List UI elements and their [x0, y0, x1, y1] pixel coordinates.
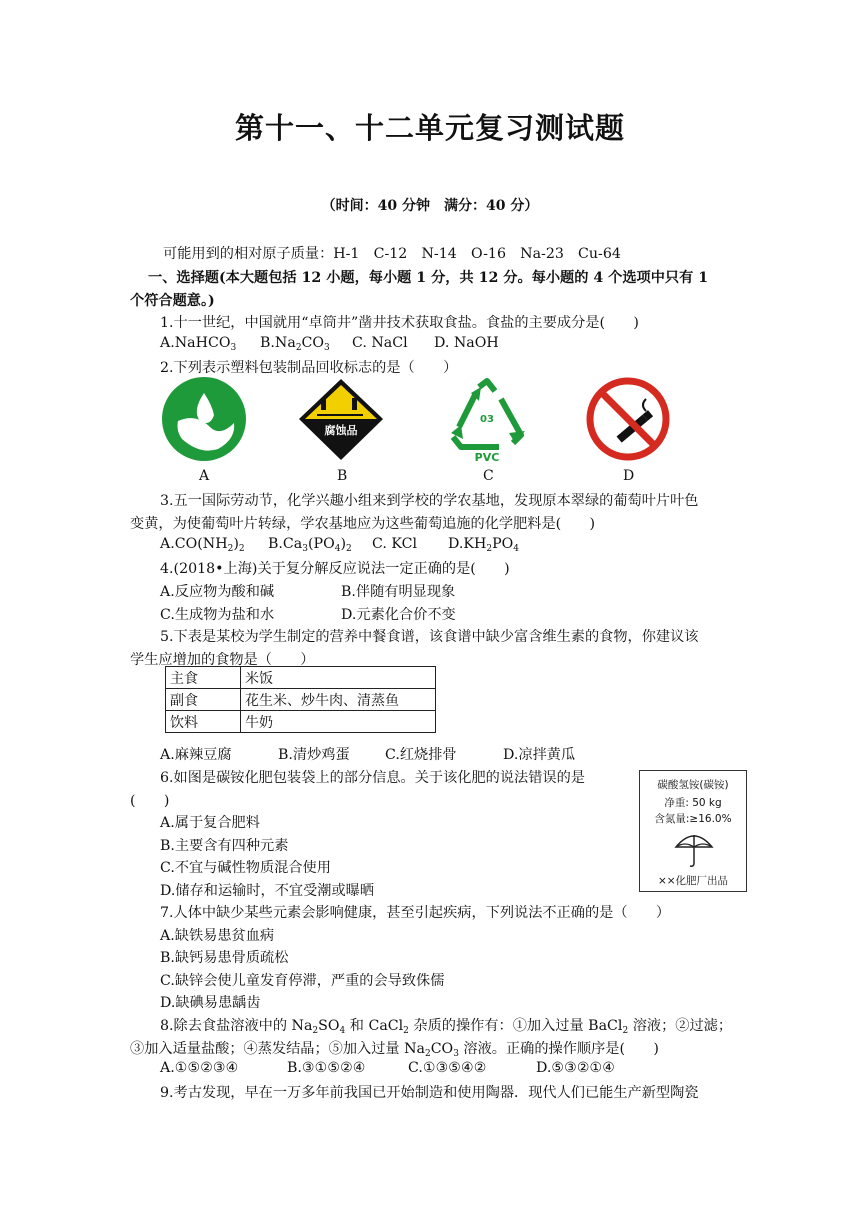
- question-3-stem: 3.五一国际劳动节，化学兴趣小组来到学校的学农基地，发现原本翠绿的葡萄叶片叶色: [160, 493, 699, 509]
- question-4-stem: 4.(2018•上海)关于复分解反应说法一定正确的是( ): [160, 561, 510, 577]
- q3-option-b: $B.Ca_3(PO_4)_2$: [268, 536, 352, 554]
- question-5-stem-cont: 学生应增加的食物是（ ）: [130, 652, 315, 668]
- exam-info: （时间：40 分钟 满分：40 分）: [321, 198, 539, 214]
- q5-option-d: D.凉拌黄瓜: [503, 747, 576, 763]
- question-9-stem: 9.考古发现，早在一万多年前我国已开始制造和使用陶器．现代人们已能生产新型陶瓷: [160, 1085, 699, 1101]
- table-cell: 牛奶: [241, 711, 436, 733]
- table-cell: 花生米、炒牛肉、清蒸鱼: [241, 689, 436, 711]
- table-cell: 米饭: [241, 667, 436, 689]
- q6-option-d: D.储存和运输时，不宜受潮或曝晒: [160, 883, 375, 899]
- bag-nitrogen-content: 含氮量:≥16.0%: [654, 813, 732, 825]
- question-6-stem: 6.如图是碳铵化肥包装袋上的部分信息。关于该化肥的说法错误的是: [160, 770, 585, 786]
- bag-net-weight: 净重: 50 kg: [664, 797, 722, 809]
- question-8-stem-cont: ③加入适量盐酸；④蒸发结晶；⑤加入过量 $Na_2CO_3$ 溶液。正确的操作顺序是( ): [130, 1041, 659, 1059]
- table-cell: 饮料: [166, 711, 241, 733]
- question-6-stem-cont: ( ): [130, 793, 170, 809]
- q8-option-a: A.①⑤②③④: [160, 1060, 239, 1076]
- question-3-stem-cont: 变黄，为使葡萄叶片转绿，学农基地应为这些葡萄追施的化学肥料是( ): [130, 516, 596, 532]
- q6-option-b: B.主要含有四种元素: [160, 838, 289, 854]
- q8-option-d: D.⑤③②①④: [536, 1060, 615, 1076]
- table-row: [166, 711, 436, 733]
- recycle-code: 03: [480, 414, 494, 425]
- q4-option-b: B.伴随有明显现象: [341, 584, 456, 600]
- q1-option-d: D. NaOH: [434, 335, 499, 351]
- q3-option-a: $A.CO(NH_2)_2$: [160, 536, 245, 554]
- section-heading: 一、选择题(本大题包括 12 小题，每小题 1 分，共 12 分。每小题的 4 个选项中只有 1: [148, 270, 709, 286]
- q7-option-a: A.缺铁易患贫血病: [160, 928, 275, 944]
- q7-option-d: D.缺碘易患龋齿: [160, 995, 261, 1011]
- table-row: [166, 689, 436, 711]
- q3-option-c: C. KCl: [372, 536, 417, 552]
- q1-option-a: A.NaHCO$_3$: [160, 335, 237, 353]
- bag-product-name: 碳酸氢铵(碳铵): [657, 779, 729, 791]
- q7-option-b: B.缺钙易患骨质疏松: [160, 950, 289, 966]
- option-label-d: D: [623, 468, 635, 484]
- recycle-pvc-icon: [443, 377, 531, 464]
- q8-option-b: B.③①⑤②④: [287, 1060, 366, 1076]
- option-label-b: B: [337, 468, 348, 484]
- q6-option-a: A.属于复合肥料: [160, 815, 260, 831]
- q1-option-c: C. NaCl: [352, 335, 408, 351]
- q3-option-d: $D.KH_2PO_4$: [448, 536, 520, 554]
- table-row: [166, 667, 436, 689]
- question-8-stem: 8.除去食盐溶液中的 $Na_2SO_4$ 和 CaCl$_2$ 杂质的操作有：①加入过量 BaCl$_2$ 溶液；②过滤；: [160, 1018, 733, 1036]
- bag-manufacturer: ××化肥厂出品: [657, 875, 729, 887]
- menu-table: [165, 666, 436, 733]
- table-cell: 副食: [166, 689, 241, 711]
- umbrella-icon: [674, 829, 714, 869]
- q8-option-c: C.①③⑤④②: [408, 1060, 487, 1076]
- corrosive-hazard-icon: [297, 377, 385, 462]
- section-heading-cont: 个符合题意。): [130, 293, 215, 309]
- no-smoking-icon: [586, 377, 671, 462]
- q1-option-b: $B.Na_2CO_3$: [260, 335, 330, 353]
- q5-option-b: B.清炒鸡蛋: [278, 747, 350, 763]
- question-1-stem: 1.十一世纪，中国就用“卓筒井”凿井技术获取食盐。食盐的主要成分是( ): [160, 315, 639, 331]
- option-label-c: C: [483, 468, 494, 484]
- question-5-stem: 5.下表是某校为学生制定的营养中餐食谱，该食谱中缺少富含维生素的食物，你建议该: [160, 629, 699, 645]
- q4-option-c: C.生成物为盐和水: [160, 607, 275, 623]
- question-2-stem: 2.下列表示塑料包装制品回收标志的是（ ）: [160, 360, 458, 376]
- q5-option-c: C.红烧排骨: [385, 747, 457, 763]
- question-7-stem: 7.人体中缺少某些元素会影响健康，甚至引起疾病，下列说法不正确的是（ ）: [160, 905, 671, 921]
- q4-option-d: D.元素化合价不变: [341, 607, 456, 623]
- q6-option-c: C.不宜与碱性物质混合使用: [160, 860, 331, 876]
- corrosive-label: 腐蚀品: [324, 424, 358, 437]
- q5-option-a: A.麻辣豆腐: [160, 747, 232, 763]
- atomic-mass-note: 可能用到的相对原子质量：H-1 C-12 N-14 O-16 Na-23 Cu-64: [163, 246, 621, 262]
- option-label-a: A: [199, 468, 210, 484]
- table-cell: 主食: [166, 667, 241, 689]
- q4-option-a: A.反应物为酸和碱: [160, 584, 275, 600]
- page-title: 第十一、十二单元复习测试题: [234, 111, 625, 145]
- fertilizer-bag-label: [639, 770, 747, 892]
- water-saving-icon: [160, 377, 249, 462]
- q7-option-c: C.缺锌会使儿童发育停滞，严重的会导致侏儒: [160, 973, 445, 989]
- recycle-material: PVC: [474, 451, 500, 464]
